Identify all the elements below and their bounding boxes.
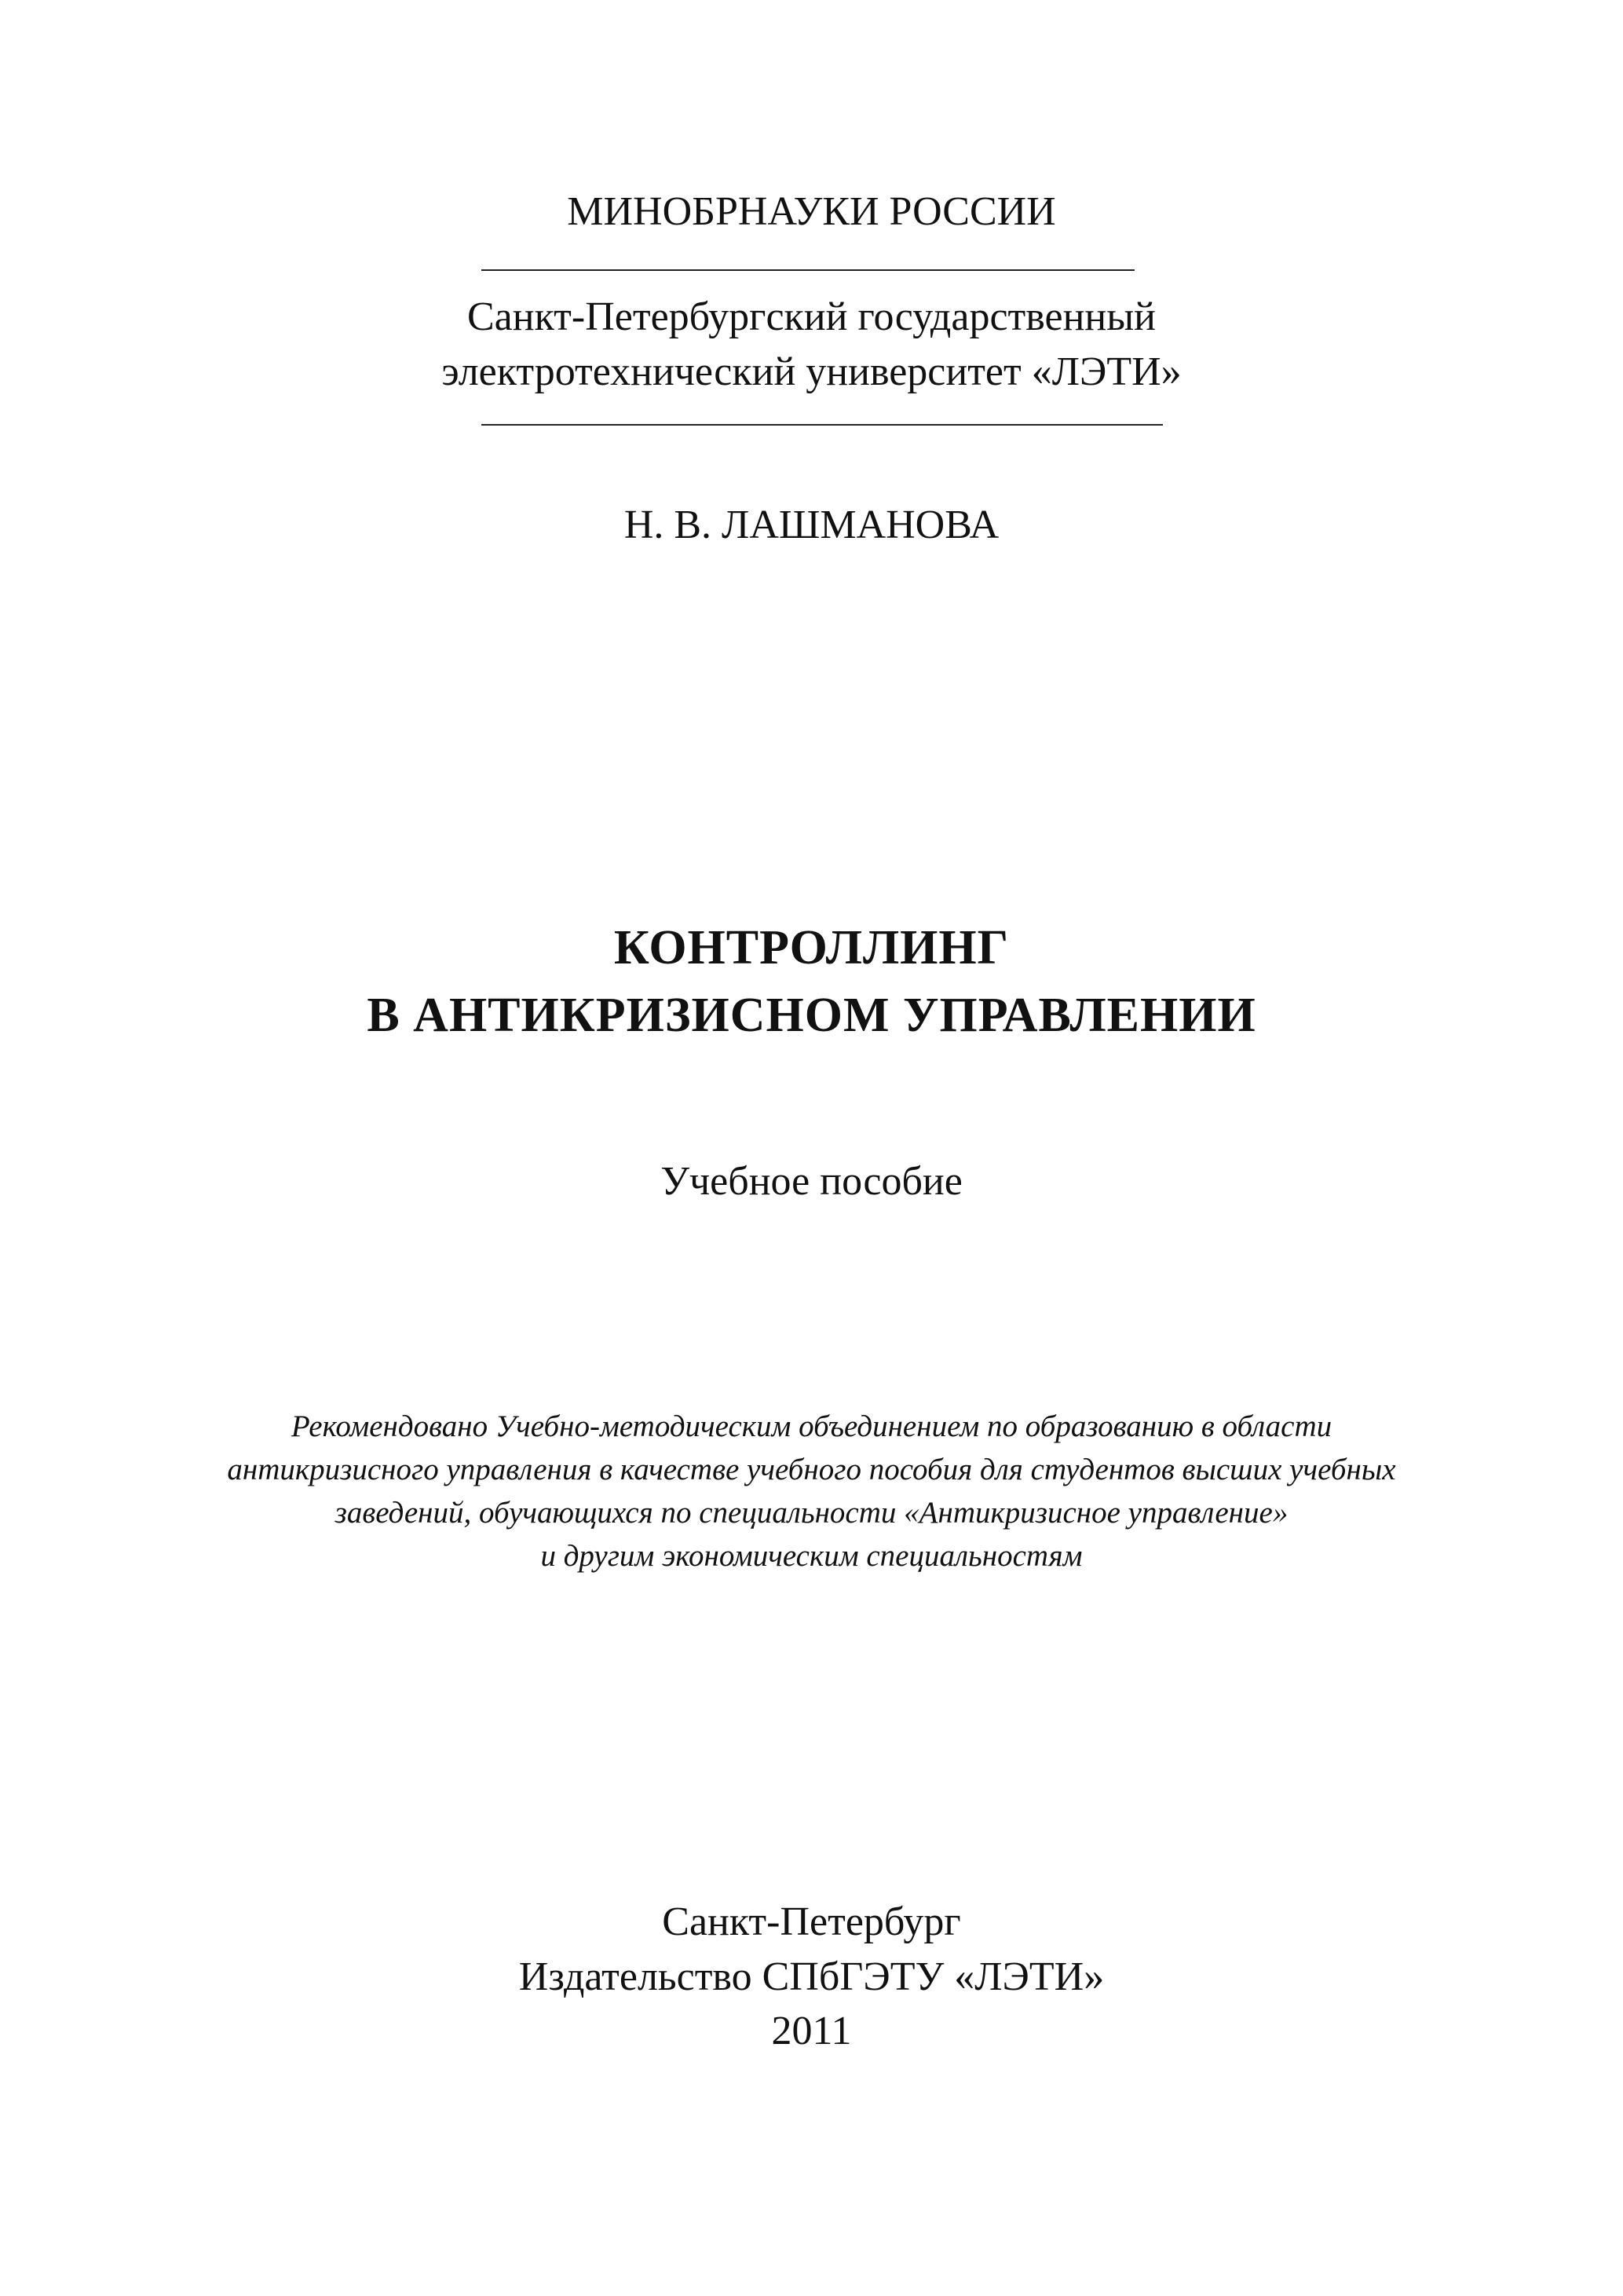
header-divider-bottom: [481, 424, 1163, 426]
recommendation-line-2: антикризисного управления в качестве учебного пособия для студентов высших учебных: [227, 1453, 1396, 1486]
imprint-city: Санкт-Петербург: [662, 1899, 961, 1944]
imprint-publisher: Издательство СПбГЭТУ «ЛЭТИ»: [518, 1954, 1105, 1999]
book-title-line-1: КОНТРОЛЛИНГ: [613, 921, 1010, 974]
recommendation-line-3: заведений, обучающихся по специальности «Антикризисное управление»: [334, 1496, 1289, 1530]
university-name-line-1: Санкт-Петербургский государственный: [467, 294, 1156, 339]
header-divider-top: [481, 269, 1135, 271]
university-name-line-2: электротехнический университет «ЛЭТИ»: [441, 349, 1182, 394]
book-title-line-2: В АНТИКРИЗИСНОМ УПРАВЛЕНИИ: [367, 989, 1256, 1042]
recommendation-line-4: и другим экономическим специальностям: [540, 1539, 1083, 1573]
ministry-name: МИНОБРНАУКИ РОССИИ: [567, 189, 1056, 234]
imprint-year: 2011: [771, 2009, 852, 2053]
recommendation-line-1: Рекомендовано Учебно-методическим объединением по образованию в области: [291, 1409, 1332, 1443]
author-name: Н. В. ЛАШМАНОВА: [623, 503, 1000, 547]
book-subtitle: Учебное пособие: [660, 1159, 963, 1204]
